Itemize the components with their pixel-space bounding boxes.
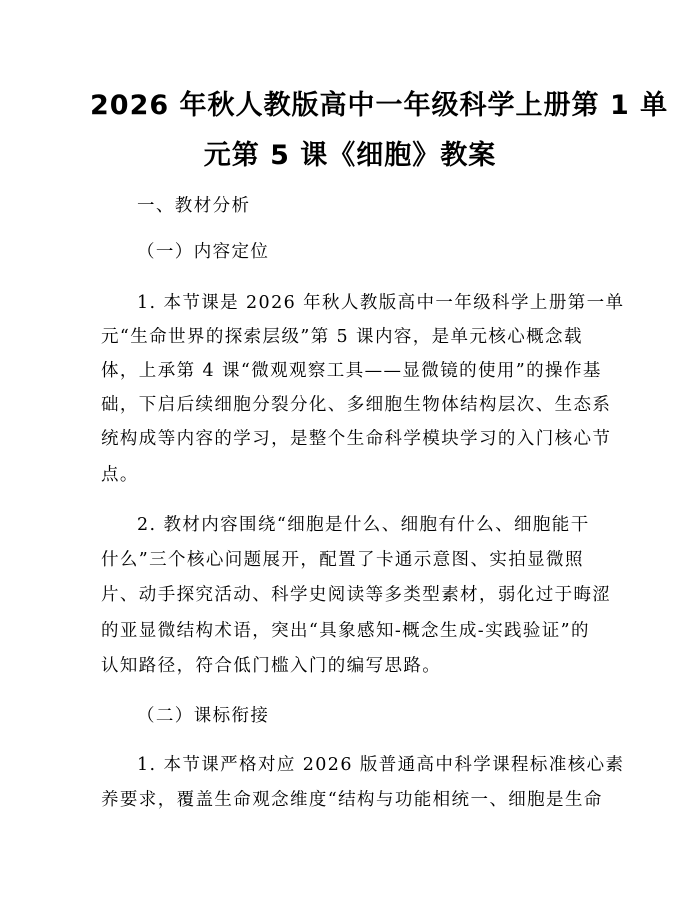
- document-title-line-2: 元第 5 课《细胞》教案: [203, 140, 497, 171]
- section-heading-textbook-analysis: 一、教材分析: [137, 196, 251, 216]
- subsection-heading-curriculum-standards: （二）课标衔接: [137, 706, 270, 726]
- paragraph-line: 2. 教材内容围绕“细胞是什么、细胞有什么、细胞能干: [137, 515, 590, 535]
- paragraph-line: 础，下启后续细胞分裂分化、多细胞生物体结构层次、生态系: [101, 395, 612, 415]
- paragraph-line: 1. 本节课严格对应 2026 版普通高中科学课程标准核心素: [137, 755, 625, 775]
- paragraph-line: 点。: [101, 465, 139, 485]
- paragraph-line: 认知路径，符合低门槛入门的编写思路。: [101, 656, 442, 676]
- paragraph-line: 什么”三个核心问题展开，配置了卡通示意图、实拍显微照: [101, 550, 584, 570]
- paragraph-line: 统构成等内容的学习，是整个生命科学模块学习的入门核心节: [101, 429, 612, 449]
- document-title-line-1: 2026 年秋人教版高中一年级科学上册第 1 单: [90, 90, 669, 121]
- paragraph-line: 1. 本节课是 2026 年秋人教版高中一年级科学上册第一单: [137, 293, 625, 313]
- paragraph-line: 的亚显微结构术语，突出“具象感知-概念生成-实践验证”的: [101, 621, 590, 641]
- paragraph-line: 体，上承第 4 课“微观观察工具——显微镜的使用”的操作基: [101, 361, 602, 381]
- paragraph-line: 元“生命世界的探索层级”第 5 课内容，是单元核心概念载: [101, 327, 583, 347]
- paragraph-line: 片、动手探究活动、科学史阅读等多类型素材，弱化过于晦涩: [101, 585, 612, 605]
- paragraph-line: 养要求，覆盖生命观念维度“结构与功能相统一、细胞是生命: [101, 790, 603, 810]
- subsection-heading-content-positioning: （一）内容定位: [137, 242, 270, 262]
